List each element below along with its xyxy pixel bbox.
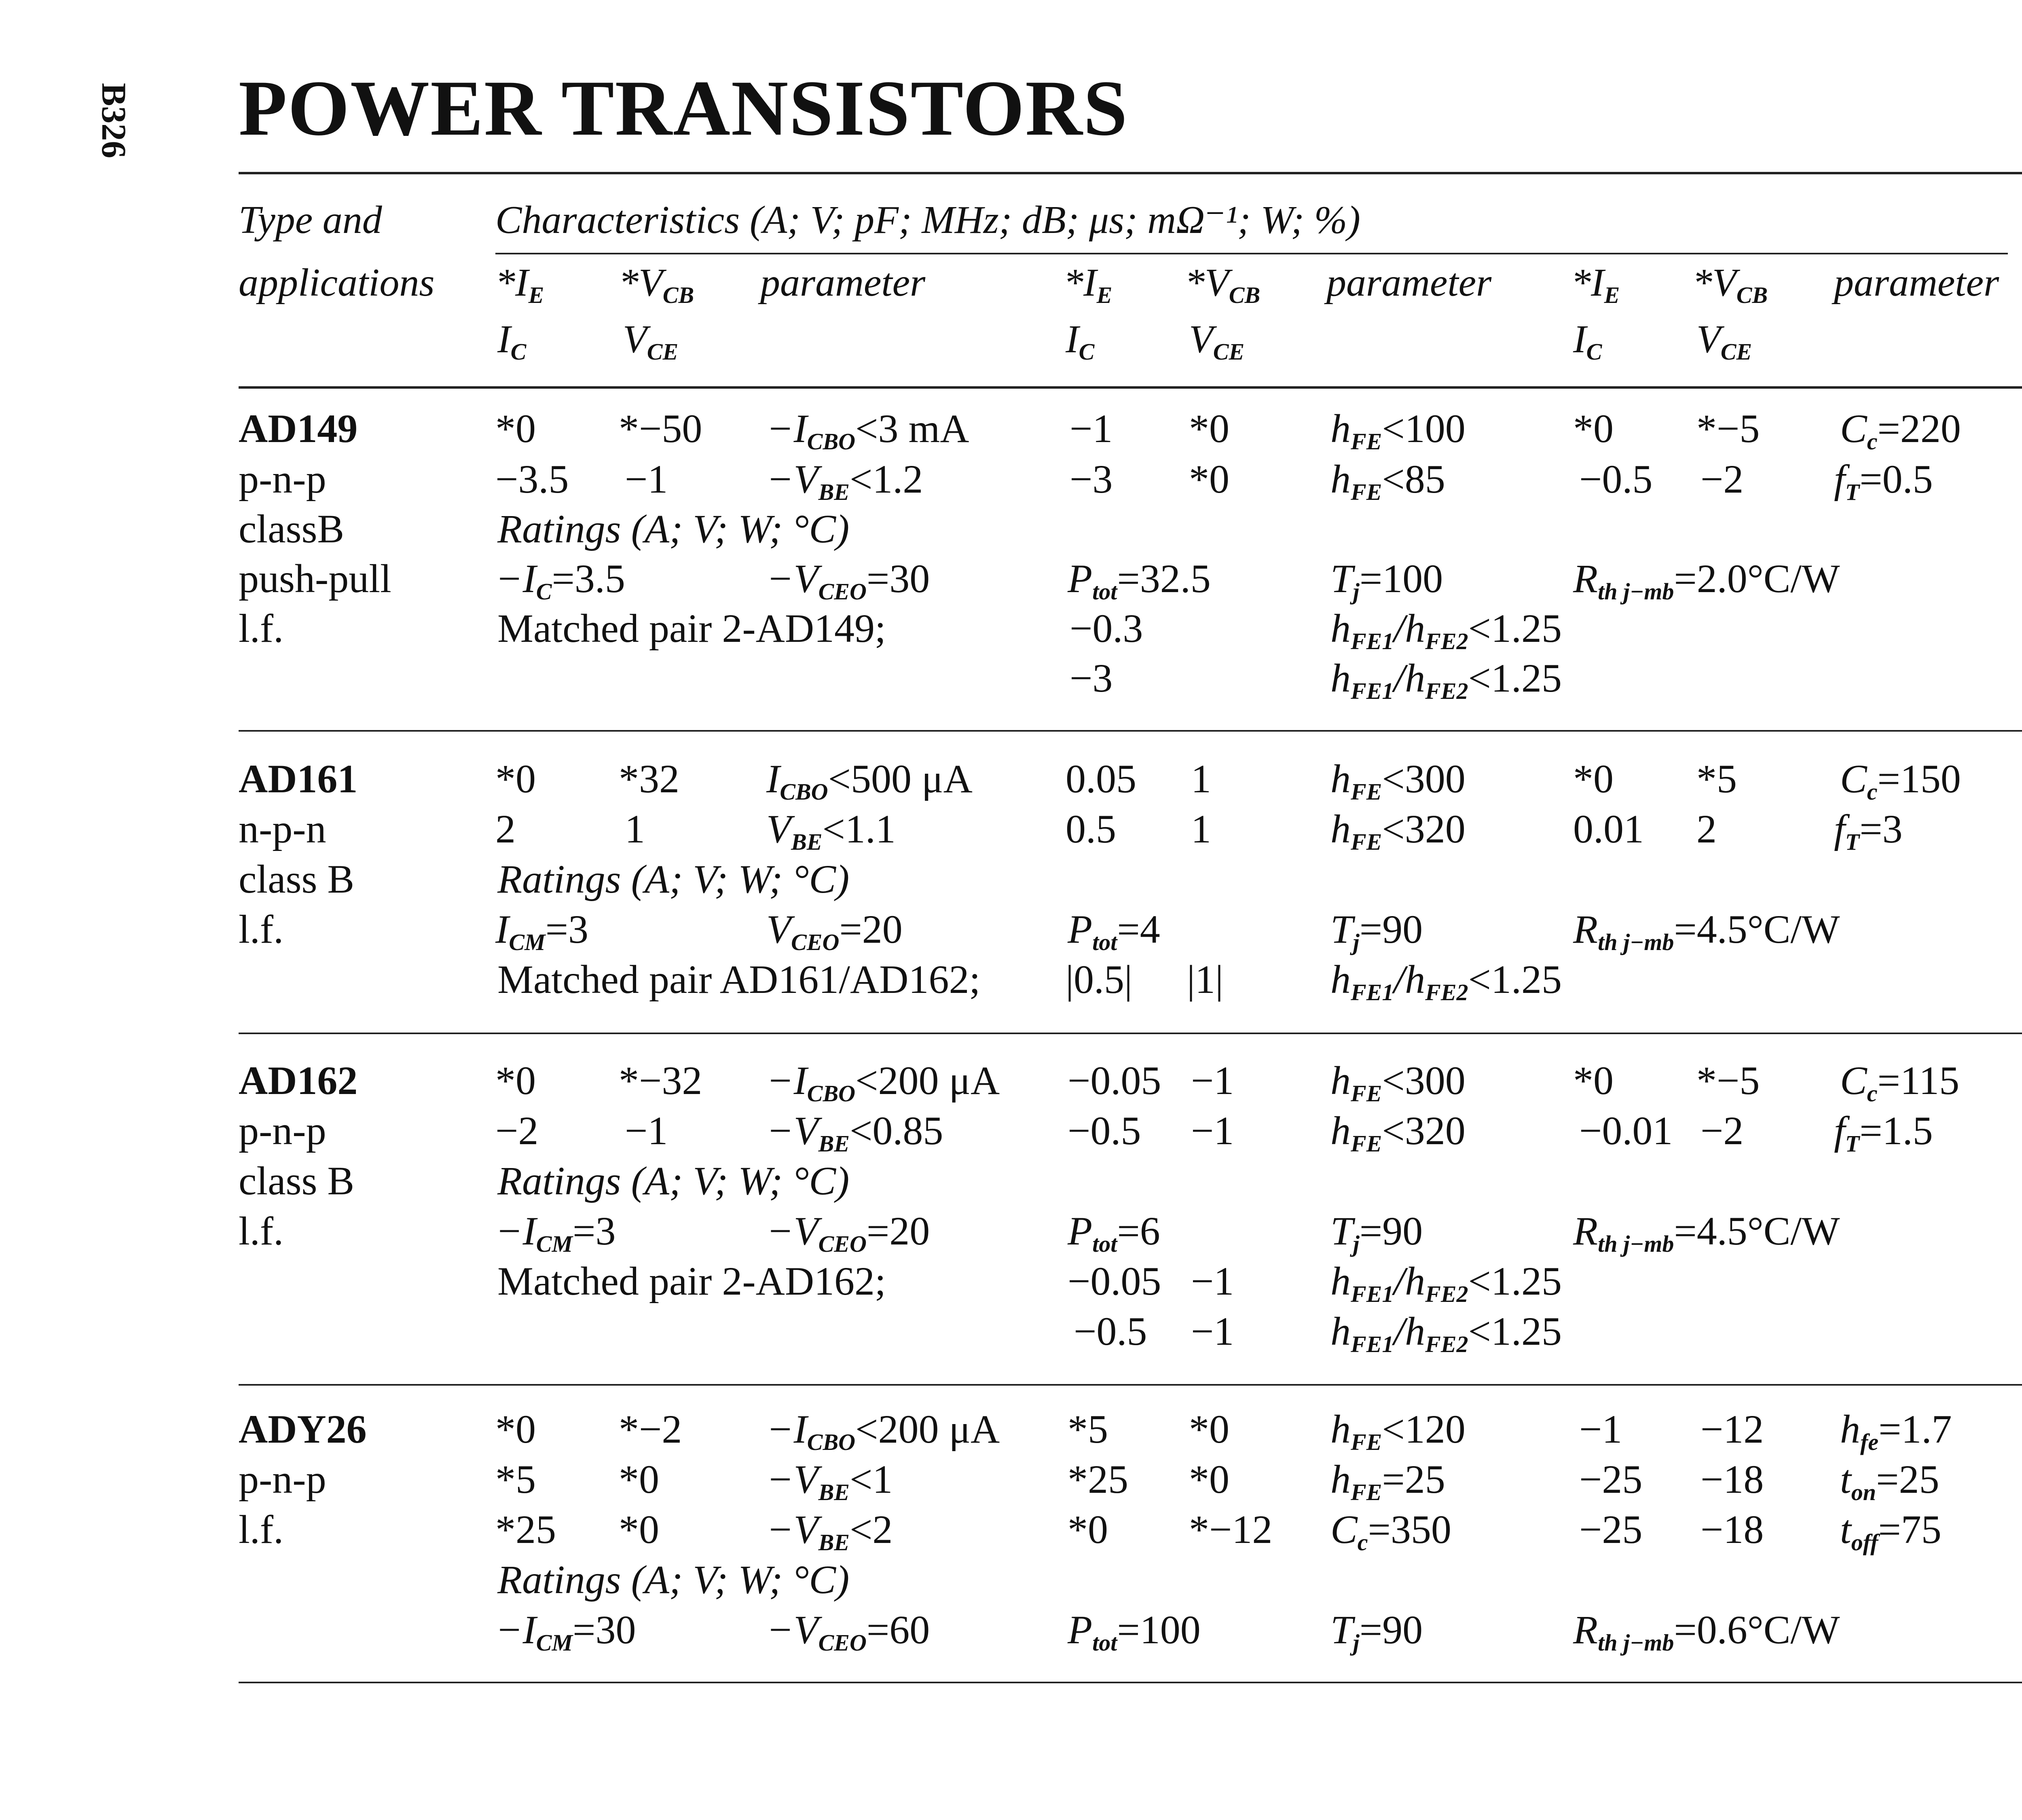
row-divider-2 xyxy=(239,1033,2022,1034)
parameter: $C_c=115$ xyxy=(1840,1058,1960,1107)
value-vce: *0 xyxy=(619,1507,659,1552)
value-ie: 0.05 xyxy=(1066,756,1136,801)
value-ic: −3 xyxy=(1070,457,1113,502)
parameter: $f_T=3$ xyxy=(1834,806,1903,855)
value-vce: −18 xyxy=(1701,1507,1764,1552)
value-vcb: *0 xyxy=(1189,406,1229,451)
parameter: $h_{FE}<320$ xyxy=(1330,1108,1466,1157)
value-vce: −1 xyxy=(625,1108,668,1153)
value-vce: −1 xyxy=(625,457,668,502)
value-ie: *0 xyxy=(1573,406,1614,451)
value-vce: −1 xyxy=(1191,1309,1234,1354)
type-name: ADY26 xyxy=(239,1407,367,1452)
parameter: $-I_{CBO}<3$ mA xyxy=(766,406,969,455)
parameter: $-V_{BE}<1.2$ xyxy=(766,457,923,505)
matched-pair: Matched pair AD161/AD162; xyxy=(497,957,981,1002)
page-number: B326 xyxy=(95,83,133,159)
app-line: n-p-n xyxy=(239,806,326,851)
bottom-rule xyxy=(239,1682,2022,1683)
parameter-label: parameter xyxy=(1834,261,1999,305)
rating-tj: $T_j=90$ xyxy=(1330,1607,1423,1656)
parameter: $t_{on}=25$ xyxy=(1840,1457,1940,1505)
rating-ptot: $P_{tot}=100$ xyxy=(1068,1607,1201,1656)
type-name: AD162 xyxy=(239,1058,358,1103)
vce-label: $V_{CE}$ xyxy=(623,317,679,365)
app-line: p-n-p xyxy=(239,457,326,502)
value-ic: −2 xyxy=(495,1108,539,1153)
ic-label: $I_C$ xyxy=(1573,317,1602,365)
rating-rth: $R_{th j-mb}=2.0^\circ C/W$ xyxy=(1573,556,1840,605)
rating-vceo: $-V_{CEO}=30$ xyxy=(766,556,930,605)
vce-label: $V_{CE}$ xyxy=(1189,317,1245,365)
value-ic: 0.5 xyxy=(1066,806,1116,851)
ratings-label: Ratings (A; V; W; °C) xyxy=(497,1557,850,1602)
value-vce: −2 xyxy=(1701,457,1744,502)
type-name: AD161 xyxy=(239,756,358,801)
app-line: p-n-p xyxy=(239,1457,326,1502)
value-vce: *0 xyxy=(1189,1457,1229,1502)
app-line: l.f. xyxy=(239,1208,284,1253)
value-ic: |0.5| xyxy=(1066,957,1133,1002)
app-line: l.f. xyxy=(239,606,284,651)
parameter: $-I_{CBO}<200$ μA xyxy=(766,1407,1000,1455)
value-ie: *5 xyxy=(1068,1407,1108,1452)
value-ic: 2 xyxy=(495,806,516,851)
rating-rth: $R_{th j-mb}=4.5^\circ C/W$ xyxy=(1573,1208,1840,1257)
value-ie: *0 xyxy=(495,756,536,801)
parameter: $h_{FE1}/h_{FE2}<1.25$ xyxy=(1330,606,1562,654)
value-ic: −25 xyxy=(1579,1457,1643,1502)
value-vce: 1 xyxy=(625,806,645,851)
rating-rth: $R_{th j-mb}=0.6^\circ C/W$ xyxy=(1573,1607,1840,1656)
header-bottom-rule xyxy=(239,386,2022,389)
ratings-label: Ratings (A; V; W; °C) xyxy=(497,506,850,551)
ie-label: $*I_E$ xyxy=(1064,261,1113,308)
header-applications: applications xyxy=(239,261,435,305)
matched-pair: Matched pair 2-AD162; xyxy=(497,1259,886,1304)
value-vce: 2 xyxy=(1696,806,1717,851)
ie-label: $*I_E$ xyxy=(1571,261,1620,308)
value-ic: −0.3 xyxy=(1070,606,1143,651)
value-vcb: *−50 xyxy=(619,406,702,451)
parameter: $-V_{BE}<0.85$ xyxy=(766,1108,943,1157)
top-rule xyxy=(239,172,2022,174)
rating-tj: $T_j=90$ xyxy=(1330,1208,1423,1257)
value-ic: *25 xyxy=(1068,1457,1128,1502)
ie-label: $*I_E$ xyxy=(495,261,544,308)
value-ie: *0 xyxy=(1573,1058,1614,1103)
value-ic: −25 xyxy=(1579,1507,1643,1552)
parameter: $h_{FE}<100$ xyxy=(1330,406,1466,455)
app-line: class B xyxy=(239,857,355,902)
rating-ptot: $P_{tot}=32.5$ xyxy=(1068,556,1211,605)
vcb-label: $*V_{CB}$ xyxy=(1692,261,1768,308)
parameter: $V_{BE}<1.1$ xyxy=(766,806,896,855)
value-vce: −1 xyxy=(1191,1108,1234,1153)
value-ic: −0.5 xyxy=(1068,1108,1141,1153)
rating-rth: $R_{th j-mb}=4.5^\circ C/W$ xyxy=(1573,907,1840,955)
app-line: l.f. xyxy=(239,907,284,952)
vcb-label: $*V_{CB}$ xyxy=(619,261,694,308)
value-vcb: *32 xyxy=(619,756,679,801)
parameter: $t_{off}=75$ xyxy=(1840,1507,1942,1555)
value-ic: *25 xyxy=(495,1507,556,1552)
rating-icm: $I_{CM}=3$ xyxy=(495,907,588,955)
value-vcb: *−5 xyxy=(1696,406,1760,451)
value-ic: −0.05 xyxy=(1068,1259,1161,1304)
parameter: $h_{FE}<320$ xyxy=(1330,806,1466,855)
ratings-label: Ratings (A; V; W; °C) xyxy=(497,857,850,902)
value-vcb: *−5 xyxy=(1696,1058,1760,1103)
parameter-label: parameter xyxy=(1326,261,1492,305)
value-ie: *0 xyxy=(1573,756,1614,801)
value-vce: *−12 xyxy=(1189,1507,1273,1552)
value-ic: *0 xyxy=(1068,1507,1108,1552)
app-line: p-n-p xyxy=(239,1108,326,1153)
header-type: Type and xyxy=(239,198,382,242)
app-line: push-pull xyxy=(239,556,391,601)
value-vcb: −1 xyxy=(1191,1058,1234,1103)
rating-ptot: $P_{tot}=6$ xyxy=(1068,1208,1160,1257)
ic-label: $I_C$ xyxy=(497,317,527,365)
row-divider-1 xyxy=(239,730,2022,732)
characteristics-rule xyxy=(495,253,2008,254)
rating-ptot: $P_{tot}=4$ xyxy=(1068,907,1160,955)
value-ie: −0.05 xyxy=(1068,1058,1161,1103)
value-vce: *0 xyxy=(1189,457,1229,502)
value-ic: −0.5 xyxy=(1074,1309,1147,1354)
value-vce: −1 xyxy=(1191,1259,1234,1304)
page-title: POWER TRANSISTORS xyxy=(239,64,1128,152)
rating-vceo: $V_{CEO}=20$ xyxy=(766,907,903,955)
value-ic: 0.01 xyxy=(1573,806,1644,851)
rating-icm: $-I_{CM}=30$ xyxy=(495,1607,636,1656)
value-vce: *0 xyxy=(619,1457,659,1502)
value-ic: *5 xyxy=(495,1457,536,1502)
vce-label: $V_{CE}$ xyxy=(1696,317,1752,365)
parameter: $f_T=0.5$ xyxy=(1834,457,1933,505)
header-characteristics: Characteristics (A; V; pF; MHz; dB; μs; mΩ⁻¹; W; %) xyxy=(495,198,1360,242)
value-ie: −1 xyxy=(1579,1407,1622,1452)
parameter: $h_{FE}=25$ xyxy=(1330,1457,1445,1505)
matched-pair: Matched pair 2-AD149; xyxy=(497,606,886,651)
value-vcb: *−32 xyxy=(619,1058,702,1103)
ic-label: $I_C$ xyxy=(1066,317,1095,365)
app-line: class B xyxy=(239,1158,355,1203)
rating-vceo: $-V_{CEO}=20$ xyxy=(766,1208,930,1257)
value-ic: −3.5 xyxy=(495,457,569,502)
value-ic: −0.5 xyxy=(1579,457,1653,502)
value-vce: 1 xyxy=(1191,806,1211,851)
value-vce: −18 xyxy=(1701,1457,1764,1502)
value-vcb: *0 xyxy=(1189,1407,1229,1452)
value-ie: *0 xyxy=(495,1407,536,1452)
parameter: $-V_{BE}<2$ xyxy=(766,1507,893,1555)
row-divider-3 xyxy=(239,1384,2022,1386)
parameter: $h_{FE1}/h_{FE2}<1.25$ xyxy=(1330,1309,1562,1357)
ratings-label: Ratings (A; V; W; °C) xyxy=(497,1158,850,1203)
parameter: $-V_{BE}<1$ xyxy=(766,1457,893,1505)
value-ie: *0 xyxy=(495,406,536,451)
parameter: $h_{FE}<85$ xyxy=(1330,457,1445,505)
value-vcb: *5 xyxy=(1696,756,1737,801)
app-line: classB xyxy=(239,506,345,551)
value-ie: *0 xyxy=(495,1058,536,1103)
rating-ic: $-I_C=3.5$ xyxy=(495,556,625,605)
parameter: $C_c=150$ xyxy=(1840,756,1961,805)
parameter: $h_{FE}<120$ xyxy=(1330,1407,1466,1455)
rating-vceo: $-V_{CEO}=60$ xyxy=(766,1607,930,1656)
parameter: $h_{FE}<300$ xyxy=(1330,756,1466,805)
rating-icm: $-I_{CM}=3$ xyxy=(495,1208,616,1257)
value-ic: −0.01 xyxy=(1579,1108,1673,1153)
type-name: AD149 xyxy=(239,406,358,451)
value-vcb: *−2 xyxy=(619,1407,682,1452)
parameter: $I_{CBO}<500$ μA xyxy=(766,756,973,805)
parameter-label: parameter xyxy=(760,261,926,305)
rating-tj: $T_j=100$ xyxy=(1330,556,1443,605)
value-vcb: −12 xyxy=(1701,1407,1764,1452)
app-line: l.f. xyxy=(239,1507,284,1552)
parameter: $h_{FE1}/h_{FE2}<1.25$ xyxy=(1330,1259,1562,1307)
vcb-label: $*V_{CB}$ xyxy=(1185,261,1261,308)
value-ic: −3 xyxy=(1070,656,1113,700)
parameter: $C_c=220$ xyxy=(1840,406,1961,455)
value-vcb: 1 xyxy=(1191,756,1211,801)
value-ie: −1 xyxy=(1070,406,1113,451)
parameter: $h_{FE1}/h_{FE2}<1.25$ xyxy=(1330,957,1562,1005)
parameter: $-I_{CBO}<200$ μA xyxy=(766,1058,1000,1107)
parameter: $C_c=350$ xyxy=(1330,1507,1451,1555)
parameter: $h_{FE1}/h_{FE2}<1.25$ xyxy=(1330,656,1562,704)
parameter: $h_{FE}<300$ xyxy=(1330,1058,1466,1107)
value-vce: |1| xyxy=(1187,957,1224,1002)
parameter: $h_{fe}=1.7$ xyxy=(1840,1407,1952,1455)
rating-tj: $T_j=90$ xyxy=(1330,907,1423,955)
value-vce: −2 xyxy=(1701,1108,1744,1153)
parameter: $f_T=1.5$ xyxy=(1834,1108,1933,1157)
